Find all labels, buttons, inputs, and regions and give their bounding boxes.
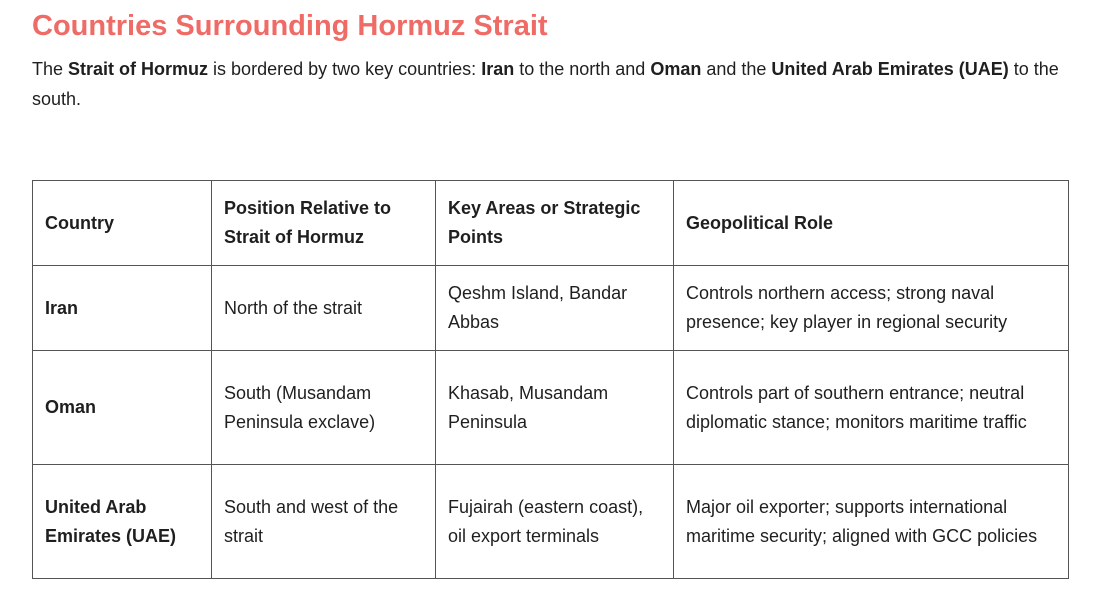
header-geopolitical-role: Geopolitical Role [674,181,1069,266]
table-row [33,465,1069,579]
cell-key-areas: Khasab, Musandam Peninsula [436,351,674,465]
intro-bold-strait: Strait of Hormuz [68,59,209,79]
intro-paragraph [32,54,1062,114]
intro-text: and the [701,59,772,79]
page-title: Countries Surrounding Hormuz Strait [32,10,548,42]
header-position: Position Relative to Strait of Hormuz [212,181,436,266]
cell-position: North of the strait [212,266,436,351]
cell-geopolitical-role: Major oil exporter; supports international maritime security; aligned with GCC policies [674,465,1069,579]
table-row [33,351,1069,465]
cell-position: South and west of the strait [212,465,436,579]
table-row [33,266,1069,351]
intro-text: to the south. [32,59,1059,109]
table-header-row [33,181,1069,266]
cell-key-areas: Qeshm Island, Bandar Abbas [436,266,674,351]
countries-table [32,180,1069,579]
cell-geopolitical-role: Controls northern access; strong naval presence; key player in regional security [674,266,1069,351]
intro-bold-iran: Iran [481,59,515,79]
intro-text: is bordered by two key countries: [208,59,482,79]
cell-country: United Arab Emirates (UAE) [33,465,212,579]
header-key-areas: Key Areas or Strategic Points [436,181,674,266]
cell-position: South (Musandam Peninsula exclave) [212,351,436,465]
intro-text: to the north and [514,59,651,79]
cell-country: Oman [33,351,212,465]
intro-bold-uae: United Arab Emirates (UAE) [771,59,1009,79]
cell-key-areas: Fujairah (eastern coast), oil export terminals [436,465,674,579]
cell-geopolitical-role: Controls part of southern entrance; neutral diplomatic stance; monitors maritime traffic [674,351,1069,465]
header-country: Country [33,181,212,266]
cell-country: Iran [33,266,212,351]
intro-bold-oman: Oman [650,59,702,79]
intro-text: The [32,59,69,79]
